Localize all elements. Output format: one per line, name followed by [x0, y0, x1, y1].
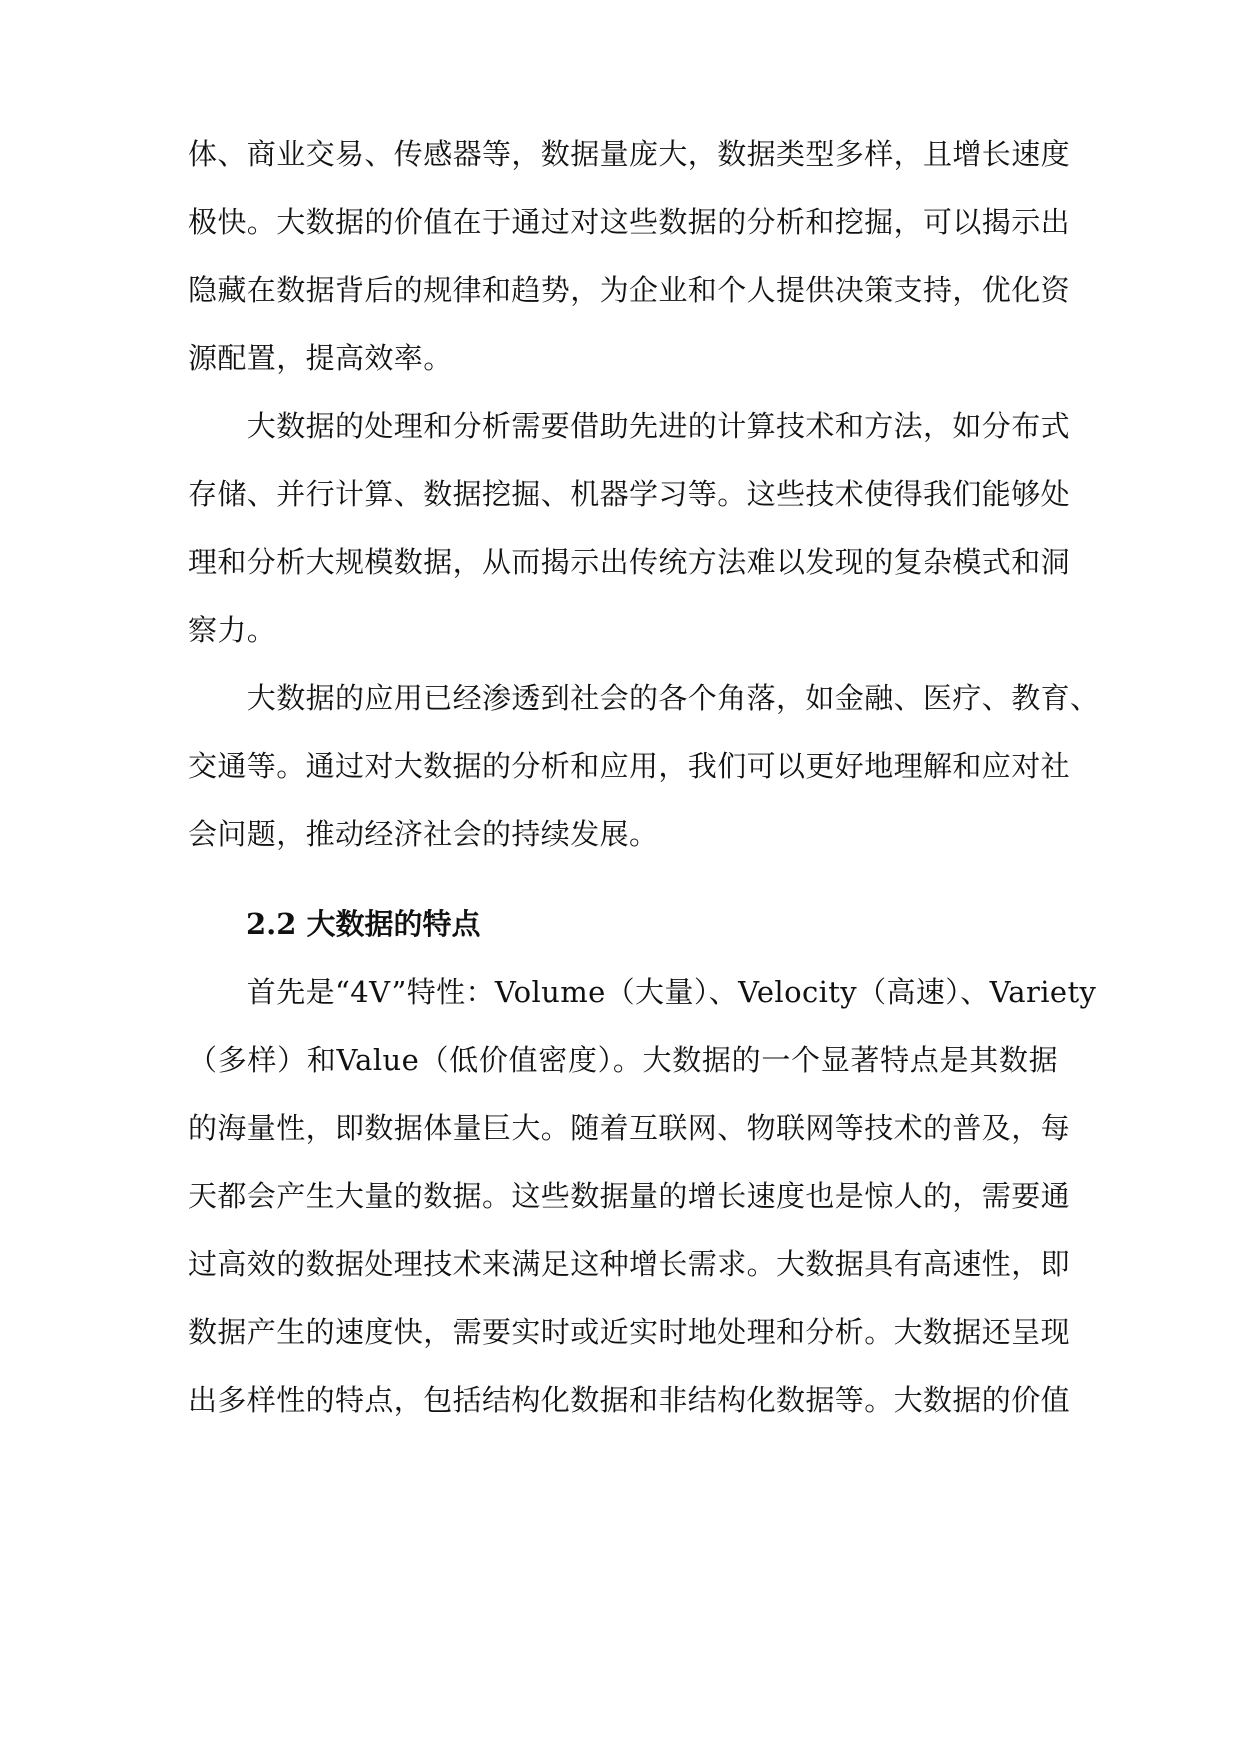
paragraph-3-line-3: 会问题，推动经济社会的持续发展。	[188, 817, 659, 851]
paragraph-3-line-1: 大数据的应用已经渗透到社会的各个角落，如金融、医疗、教育、	[188, 681, 1100, 715]
paragraph-1-line-4: 源配置，提高效率。	[188, 341, 453, 375]
paragraph-2-line-1: 大数据的处理和分析需要借助先进的计算技术和方法，如分布式	[188, 409, 1071, 443]
section-paragraph-line-7: 出多样性的特点，包括结构化数据和非结构化数据等。大数据的价值	[188, 1383, 1071, 1417]
paragraph-2-line-2: 存储、并行计算、数据挖掘、机器学习等。这些技术使得我们能够处	[188, 477, 1071, 511]
paragraph-2-line-4: 察力。	[188, 613, 277, 647]
section-paragraph-line-4: 天都会产生大量的数据。这些数据量的增长速度也是惊人的，需要通	[188, 1179, 1071, 1213]
section-paragraph-line-5: 过高效的数据处理技术来满足这种增长需求。大数据具有高速性，即	[188, 1247, 1071, 1281]
section-paragraph-line-3: 的海量性，即数据体量巨大。随着互联网、物联网等技术的普及，每	[188, 1111, 1071, 1145]
paragraph-3-line-2: 交通等。通过对大数据的分析和应用，我们可以更好地理解和应对社	[188, 749, 1071, 783]
paragraph-2-line-3: 理和分析大规模数据，从而揭示出传统方法难以发现的复杂模式和洞	[188, 545, 1071, 579]
paragraph-1-line-1: 体、商业交易、传感器等，数据量庞大，数据类型多样，且增长速度	[188, 137, 1071, 171]
section-paragraph-line-1: 首先是“4V”特性：Volume（大量）、Velocity（高速）、Variety	[188, 975, 1097, 1009]
section-paragraph-line-6: 数据产生的速度快，需要实时或近实时地处理和分析。大数据还呈现	[188, 1315, 1071, 1349]
paragraph-1-line-2: 极快。大数据的价值在于通过对这些数据的分析和挖掘，可以揭示出	[188, 205, 1071, 239]
section-heading: 2.2 大数据的特点	[246, 907, 481, 941]
paragraph-1-line-3: 隐藏在数据背后的规律和趋势，为企业和个人提供决策支持，优化资	[188, 273, 1071, 307]
section-paragraph-line-2: （多样）和Value（低价值密度）。大数据的一个显著特点是其数据	[188, 1043, 1058, 1077]
